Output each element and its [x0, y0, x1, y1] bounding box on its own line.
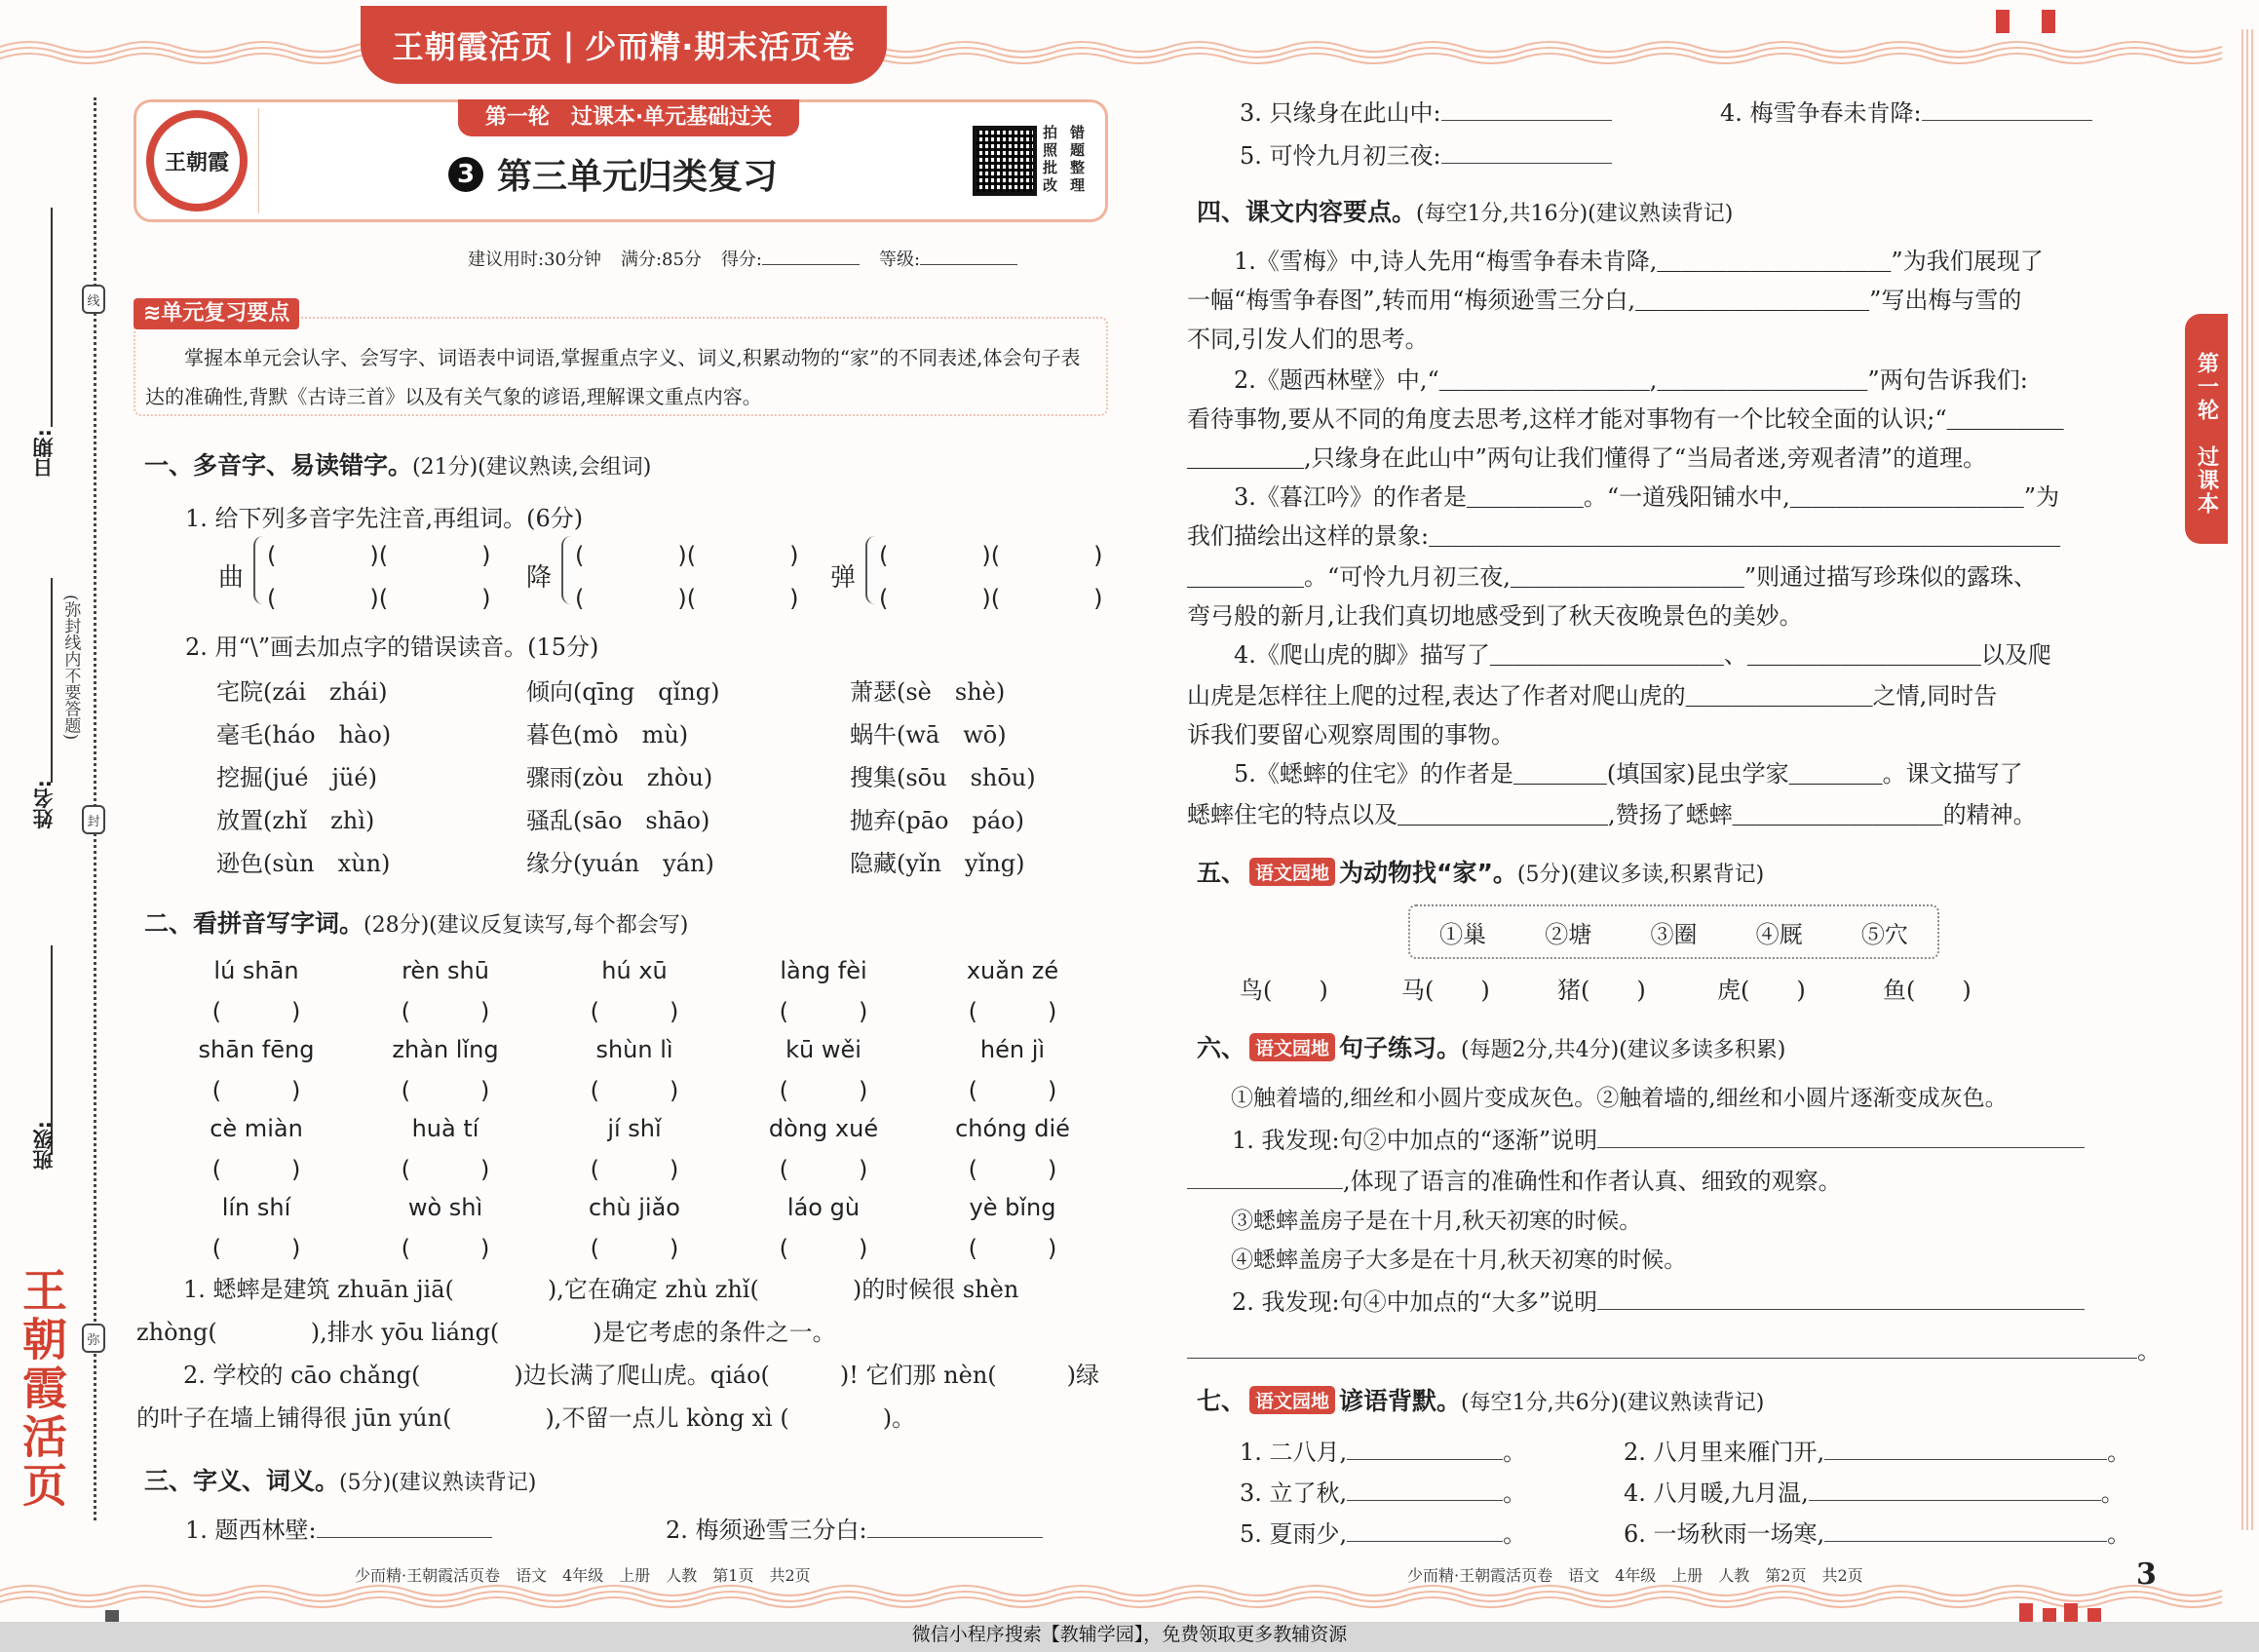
pinyin-cell[interactable]: lú shān ( ): [211, 957, 301, 1025]
section6-q1: 1. 我发现:句②中加点的“逐渐”说明: [1208, 1121, 2085, 1155]
qr-caption: 拍 错 照 题 批 整 改 理: [1043, 124, 1086, 194]
section3-heading: 三、字义、词义。(5分)(建议熟读背记): [144, 1467, 537, 1495]
animal-answer[interactable]: 猪( ): [1557, 977, 1646, 1004]
section6-q2-line: 。: [1187, 1331, 2161, 1365]
series-name: 少而精·期末活页卷: [585, 28, 856, 65]
brand-name: 王朝霞活页: [392, 28, 554, 65]
answer-parens[interactable]: ( )( ): [267, 542, 491, 569]
answer-blank[interactable]: [1441, 163, 1612, 164]
pinyin-cell[interactable]: làng fèi ( ): [779, 957, 868, 1025]
brand-vertical-logo: 王朝霞活页: [16, 1267, 68, 1511]
unit-title-card: [134, 99, 1108, 222]
review-points-box: [134, 317, 1108, 416]
seal-feng: 封: [82, 805, 105, 834]
pinyin-cell[interactable]: rèn shū ( ): [401, 957, 490, 1025]
answer-blank[interactable]: [1922, 120, 2092, 121]
side-round-tab: 第一轮 过课本: [2185, 314, 2228, 544]
unit-number-badge: 3: [448, 157, 483, 192]
section4-heading: 四、课文内容要点。(每空1分,共16分)(建议熟读背记): [1197, 198, 1734, 226]
pron-item[interactable]: 挖掘(jué jüé): [216, 764, 377, 791]
section6-q1b: ,体现了语言的准确性和作者认真、细致的观察。: [1187, 1162, 1842, 1196]
review-text: 掌握本单元会认字、会写字、词语表中词语,掌握重点字义、词义,积累动物的“家”的不同表述,体会句子表达的准确性,背默《古诗三首》以及有关气象的谚语,理解课文重点内容。: [145, 346, 1081, 408]
grade-label: 等级:: [879, 250, 921, 270]
series-banner: [361, 6, 887, 84]
pron-item[interactable]: 毫毛(háo hào): [216, 721, 392, 749]
animal-answer[interactable]: 虎( ): [1717, 977, 1806, 1004]
pron-item[interactable]: 暮色(mò mù): [526, 721, 689, 749]
answer-blank[interactable]: [1187, 1188, 1343, 1189]
pron-item[interactable]: 隐藏(yǐn yǐng): [850, 850, 1025, 877]
pron-item[interactable]: 抛弃(pāo páo): [850, 807, 1024, 834]
pinyin-cell[interactable]: jí shǐ ( ): [590, 1115, 679, 1183]
pinyin-cell[interactable]: hén jì ( ): [968, 1036, 1057, 1104]
exam-meta: [468, 246, 1017, 271]
section4-line[interactable]: 2.《题西林壁》中,“＿＿＿＿＿＿＿＿＿,＿＿＿＿＿＿＿＿＿”两句告诉我们:: [1187, 366, 2028, 394]
section2-sentence2a[interactable]: 2. 学校的 cāo chǎng( )边长满了爬山虎。qiáo( )! 它们那 nèn( )绿: [136, 1362, 1100, 1389]
choice-item: ③圈: [1650, 920, 1698, 948]
pinyin-cell[interactable]: chù jiǎo ( ): [589, 1194, 680, 1262]
choice-item: ②塘: [1545, 920, 1592, 948]
section6-sentences-1-2: ①触着墙的,细丝和小圆片变成灰色。②触着墙的,细丝和小圆片逐渐变成灰色。: [1208, 1086, 2008, 1111]
answer-blank[interactable]: [1347, 1459, 1503, 1460]
logo-divider: [258, 108, 259, 213]
section4-line[interactable]: 5.《蟋蟀的住宅》的作者是＿＿＿＿(填国家)昆虫学家＿＿＿＿。课文描写了: [1187, 760, 2023, 788]
pron-item[interactable]: 萧瑟(sè shè): [850, 678, 1006, 706]
brand-seal-logo: 王朝霞: [146, 110, 248, 211]
bottom-wave-border: [0, 1581, 2259, 1610]
section6-q2: 2. 我发现:句④中加点的“大多”说明: [1208, 1283, 2085, 1317]
section3-item: 1. 题西林壁:: [185, 1511, 492, 1545]
answer-parens[interactable]: ( )( ): [267, 585, 491, 612]
date-label: 日期:: [32, 429, 56, 479]
section4-line[interactable]: 蟋蟀住宅的特点以及＿＿＿＿＿＿＿＿＿,赞扬了蟋蟀＿＿＿＿＿＿＿＿＿的精神。: [1187, 801, 2037, 828]
pron-item[interactable]: 缘分(yuán yán): [526, 850, 714, 877]
section6-heading: 六、 语文园地 句子练习。(每题2分,共4分)(建议多读多积累): [1197, 1034, 1786, 1062]
answer-blank[interactable]: [867, 1537, 1043, 1538]
proverb-item: 6. 一场秋雨一场寒, 。: [1624, 1520, 2131, 1548]
pron-item[interactable]: 倾向(qīng qǐng): [526, 678, 720, 706]
red-tab-mark: [1996, 10, 2010, 33]
animal-answer[interactable]: 马( ): [1401, 977, 1490, 1004]
suggested-time: 建议用时:30分钟: [468, 250, 601, 270]
answer-blank[interactable]: [1347, 1500, 1503, 1501]
section4-line[interactable]: 我们描绘出这样的景象:＿＿＿＿＿＿＿＿＿＿＿＿＿＿＿＿＿＿＿＿＿＿＿＿＿＿＿: [1187, 522, 2061, 550]
pron-item[interactable]: 逊色(sùn xùn): [216, 850, 391, 877]
pinyin-cell[interactable]: xuǎn zé ( ): [966, 957, 1059, 1025]
proverb-item: 1. 二八月, 。: [1240, 1439, 1527, 1466]
red-tab-mark: [2042, 10, 2055, 33]
qr-code-icon[interactable]: [973, 126, 1037, 196]
section2-sentence1b[interactable]: zhòng( ),排水 yōu liáng( )是它考虑的条件之一。: [136, 1319, 836, 1346]
section4-line[interactable]: 1.《雪梅》中,诗人先用“梅雪争春未肯降,＿＿＿＿＿＿＿＿＿＿”为我们展现了: [1187, 248, 2044, 275]
pron-item[interactable]: 放置(zhǐ zhì): [216, 807, 375, 834]
answer-blank[interactable]: [1441, 120, 1612, 121]
yuwen-yuandi-tag: 语文园地: [1249, 1033, 1335, 1061]
animal-answer[interactable]: 鸟( ): [1240, 977, 1328, 1004]
answer-parens[interactable]: ( )( ): [879, 585, 1103, 612]
section4-line: 弯弓般的新月,让我们真切地感受到了秋天夜晚景色的美妙。: [1187, 602, 1803, 630]
choice-item: ⑤穴: [1860, 920, 1908, 948]
section4-line[interactable]: ＿＿＿＿＿,只缘身在此山中”两句让我们懂得了“当局者迷,旁观者清”的道理。: [1187, 444, 1987, 472]
grade-field[interactable]: [920, 264, 1017, 265]
pron-item[interactable]: 搜集(sōu shōu): [850, 764, 1036, 791]
polyphone-group: 弹 ( )( ) ( )( ): [830, 536, 1123, 614]
answer-parens[interactable]: ( )( ): [575, 542, 799, 569]
section3-item: 4. 梅雪争春未肯降:: [1720, 94, 2092, 128]
pron-item[interactable]: 宅院(zái zhái): [216, 678, 388, 706]
section4-line[interactable]: 山虎是怎样往上爬的过程,表达了作者对爬山虎的＿＿＿＿＿＿＿＿之情,同时告: [1187, 682, 1998, 710]
pinyin-cell[interactable]: lín shí ( ): [211, 1194, 301, 1262]
pinyin-cell[interactable]: dòng xué ( ): [768, 1115, 879, 1183]
section6-sentence-3: ③蟋蟀盖房子是在十月,秋天初寒的时候。: [1208, 1209, 1642, 1234]
pinyin-cell[interactable]: yè bǐng ( ): [968, 1194, 1057, 1262]
section4-line[interactable]: 一幅“梅雪争春图”,转而用“梅须逊雪三分白,＿＿＿＿＿＿＿＿＿＿”写出梅与雪的: [1187, 287, 2022, 314]
home-choices-box: [1408, 904, 1939, 959]
section4-line[interactable]: 4.《爬山虎的脚》描写了＿＿＿＿＿＿＿＿＿＿、＿＿＿＿＿＿＿＿＿＿以及爬: [1187, 641, 2051, 669]
pinyin-cell[interactable]: láo gù ( ): [779, 1194, 868, 1262]
score-label: 得分:: [720, 250, 763, 270]
review-points-tag: ≋单元复习要点: [134, 298, 299, 329]
answer-blank[interactable]: [1187, 1358, 2137, 1359]
full-score: 满分:85分: [620, 250, 702, 270]
section2-sentence2b[interactable]: 的叶子在墙上铺得很 jūn yún( ),不留一点儿 kòng xì ( )。: [136, 1404, 916, 1432]
section4-line: 诉我们要留心观察周围的事物。: [1187, 721, 1514, 749]
pinyin-cell[interactable]: wò shì ( ): [401, 1194, 490, 1262]
name-label: 姓名:: [32, 780, 56, 829]
section3-item: 2. 梅须逊雪三分白:: [666, 1511, 1043, 1545]
proverb-item: 2. 八月里来雁门开, 。: [1624, 1439, 2131, 1466]
proverb-item: 3. 立了秋, 。: [1240, 1479, 1527, 1507]
name-field-line[interactable]: [51, 578, 53, 783]
proverb-item: 5. 夏雨少, 。: [1240, 1520, 1527, 1548]
page-number: 3: [2136, 1557, 2157, 1592]
right-wave-border: [2241, 29, 2255, 1530]
round-tag: 第一轮 过课本·单元基础过关: [458, 99, 799, 136]
yuwen-yuandi-tag: 语文园地: [1249, 858, 1335, 886]
answer-blank[interactable]: [1347, 1541, 1503, 1542]
pinyin-cell[interactable]: zhàn lǐng ( ): [392, 1036, 499, 1104]
seal-mi: 弥: [82, 1324, 105, 1353]
binding-note: (弥封线内不要答题): [60, 595, 81, 741]
section4-line: 不同,引发人们的思考。: [1187, 326, 1429, 353]
animal-answer[interactable]: 鱼( ): [1883, 977, 1972, 1004]
section1-q2: 2. 用“\”画去加点字的错误读音。(15分): [185, 634, 599, 661]
answer-parens[interactable]: ( )( ): [575, 585, 799, 612]
proverb-item: 4. 八月暖,九月温, 。: [1624, 1479, 2125, 1507]
footer-right: 少而精·王朝霞活页卷 语文 4年级 上册 人教 第2页 共2页: [1407, 1566, 1863, 1585]
answer-blank[interactable]: [1597, 1309, 2085, 1310]
section2-sentence1a[interactable]: 1. 蟋蟀是建筑 zhuān jiā( ),它在确定 zhù zhǐ( )的时候很 shèn: [136, 1276, 1019, 1303]
class-label: 班级:: [32, 1121, 56, 1171]
pinyin-cell[interactable]: hú xū ( ): [590, 957, 679, 1025]
pinyin-cell[interactable]: kū wěi ( ): [779, 1036, 868, 1104]
section6-sentence-4: ④蟋蟀盖房子大多是在十月,秋天初寒的时候。: [1208, 1248, 1687, 1273]
section4-line[interactable]: 看待事物,要从不同的角度去思考,这样才能对事物有一个比较全面的认识;“＿＿＿＿＿: [1187, 405, 2064, 433]
answer-blank[interactable]: [317, 1537, 492, 1538]
pron-item[interactable]: 骤雨(zòu zhòu): [526, 764, 713, 791]
pinyin-cell[interactable]: shùn lì ( ): [590, 1036, 679, 1104]
top-wave-border: [0, 37, 2259, 66]
seal-xian: 线: [82, 285, 105, 314]
polyphone-group: 曲 ( )( ) ( )( ): [218, 536, 511, 614]
section5-heading: 五、 语文园地 为动物找“家”。(5分)(建议多读,积累背记): [1197, 859, 1765, 887]
footer-left: 少而精·王朝霞活页卷 语文 4年级 上册 人教 第1页 共2页: [355, 1566, 811, 1585]
answer-blank[interactable]: [1597, 1147, 2085, 1148]
yuwen-yuandi-tag: 语文园地: [1249, 1386, 1335, 1414]
section3-item: 3. 只缘身在此山中:: [1240, 94, 1612, 128]
banner-divider: |: [562, 26, 576, 63]
pron-item[interactable]: 蜗牛(wā wō): [850, 721, 1007, 749]
watermark-text: 微信小程序搜索【教辅学园】，免费领取更多教辅资源: [911, 1624, 1348, 1645]
section4-line[interactable]: ＿＿＿＿＿。“可怜九月初三夜,＿＿＿＿＿＿＿＿＿＿”则通过描写珍珠似的露珠、: [1187, 563, 2038, 591]
pinyin-cell[interactable]: chóng dié ( ): [955, 1115, 1070, 1183]
answer-blank[interactable]: [1824, 1459, 2107, 1460]
unit-title-text: 第三单元归类复习: [497, 157, 779, 197]
section2-heading: 二、看拼音写字词。(28分)(建议反复读写,每个都会写): [144, 909, 689, 938]
unit-title: [448, 149, 778, 199]
pron-item[interactable]: 骚乱(sāo shāo): [526, 807, 710, 834]
answer-blank[interactable]: [1824, 1541, 2107, 1542]
pinyin-cell[interactable]: huà tí ( ): [401, 1115, 490, 1183]
section1-heading: 一、多音字、易读错字。(21分)(建议熟读,会组词): [144, 451, 652, 480]
answer-parens[interactable]: ( )( ): [879, 542, 1103, 569]
section7-heading: 七、 语文园地 谚语背默。(每空1分,共6分)(建议熟读背记): [1197, 1387, 1765, 1415]
choice-item: ①巢: [1439, 920, 1487, 948]
section1-q1: 1. 给下列多音字先注音,再组词。(6分): [185, 505, 584, 532]
answer-blank[interactable]: [1809, 1500, 2101, 1501]
section3-item: 5. 可怜九月初三夜:: [1240, 136, 1612, 171]
date-field-line[interactable]: [51, 208, 53, 427]
pinyin-cell[interactable]: cè miàn ( ): [210, 1115, 303, 1183]
section4-line[interactable]: 3.《暮江吟》的作者是＿＿＿＿＿。“一道残阳铺水中,＿＿＿＿＿＿＿＿＿＿”为: [1187, 483, 2060, 511]
pinyin-cell[interactable]: shān fēng ( ): [198, 1036, 315, 1104]
choice-item: ④厩: [1755, 920, 1803, 948]
score-field[interactable]: [762, 264, 860, 265]
polyphone-group: 降 ( )( ) ( )( ): [526, 536, 819, 614]
